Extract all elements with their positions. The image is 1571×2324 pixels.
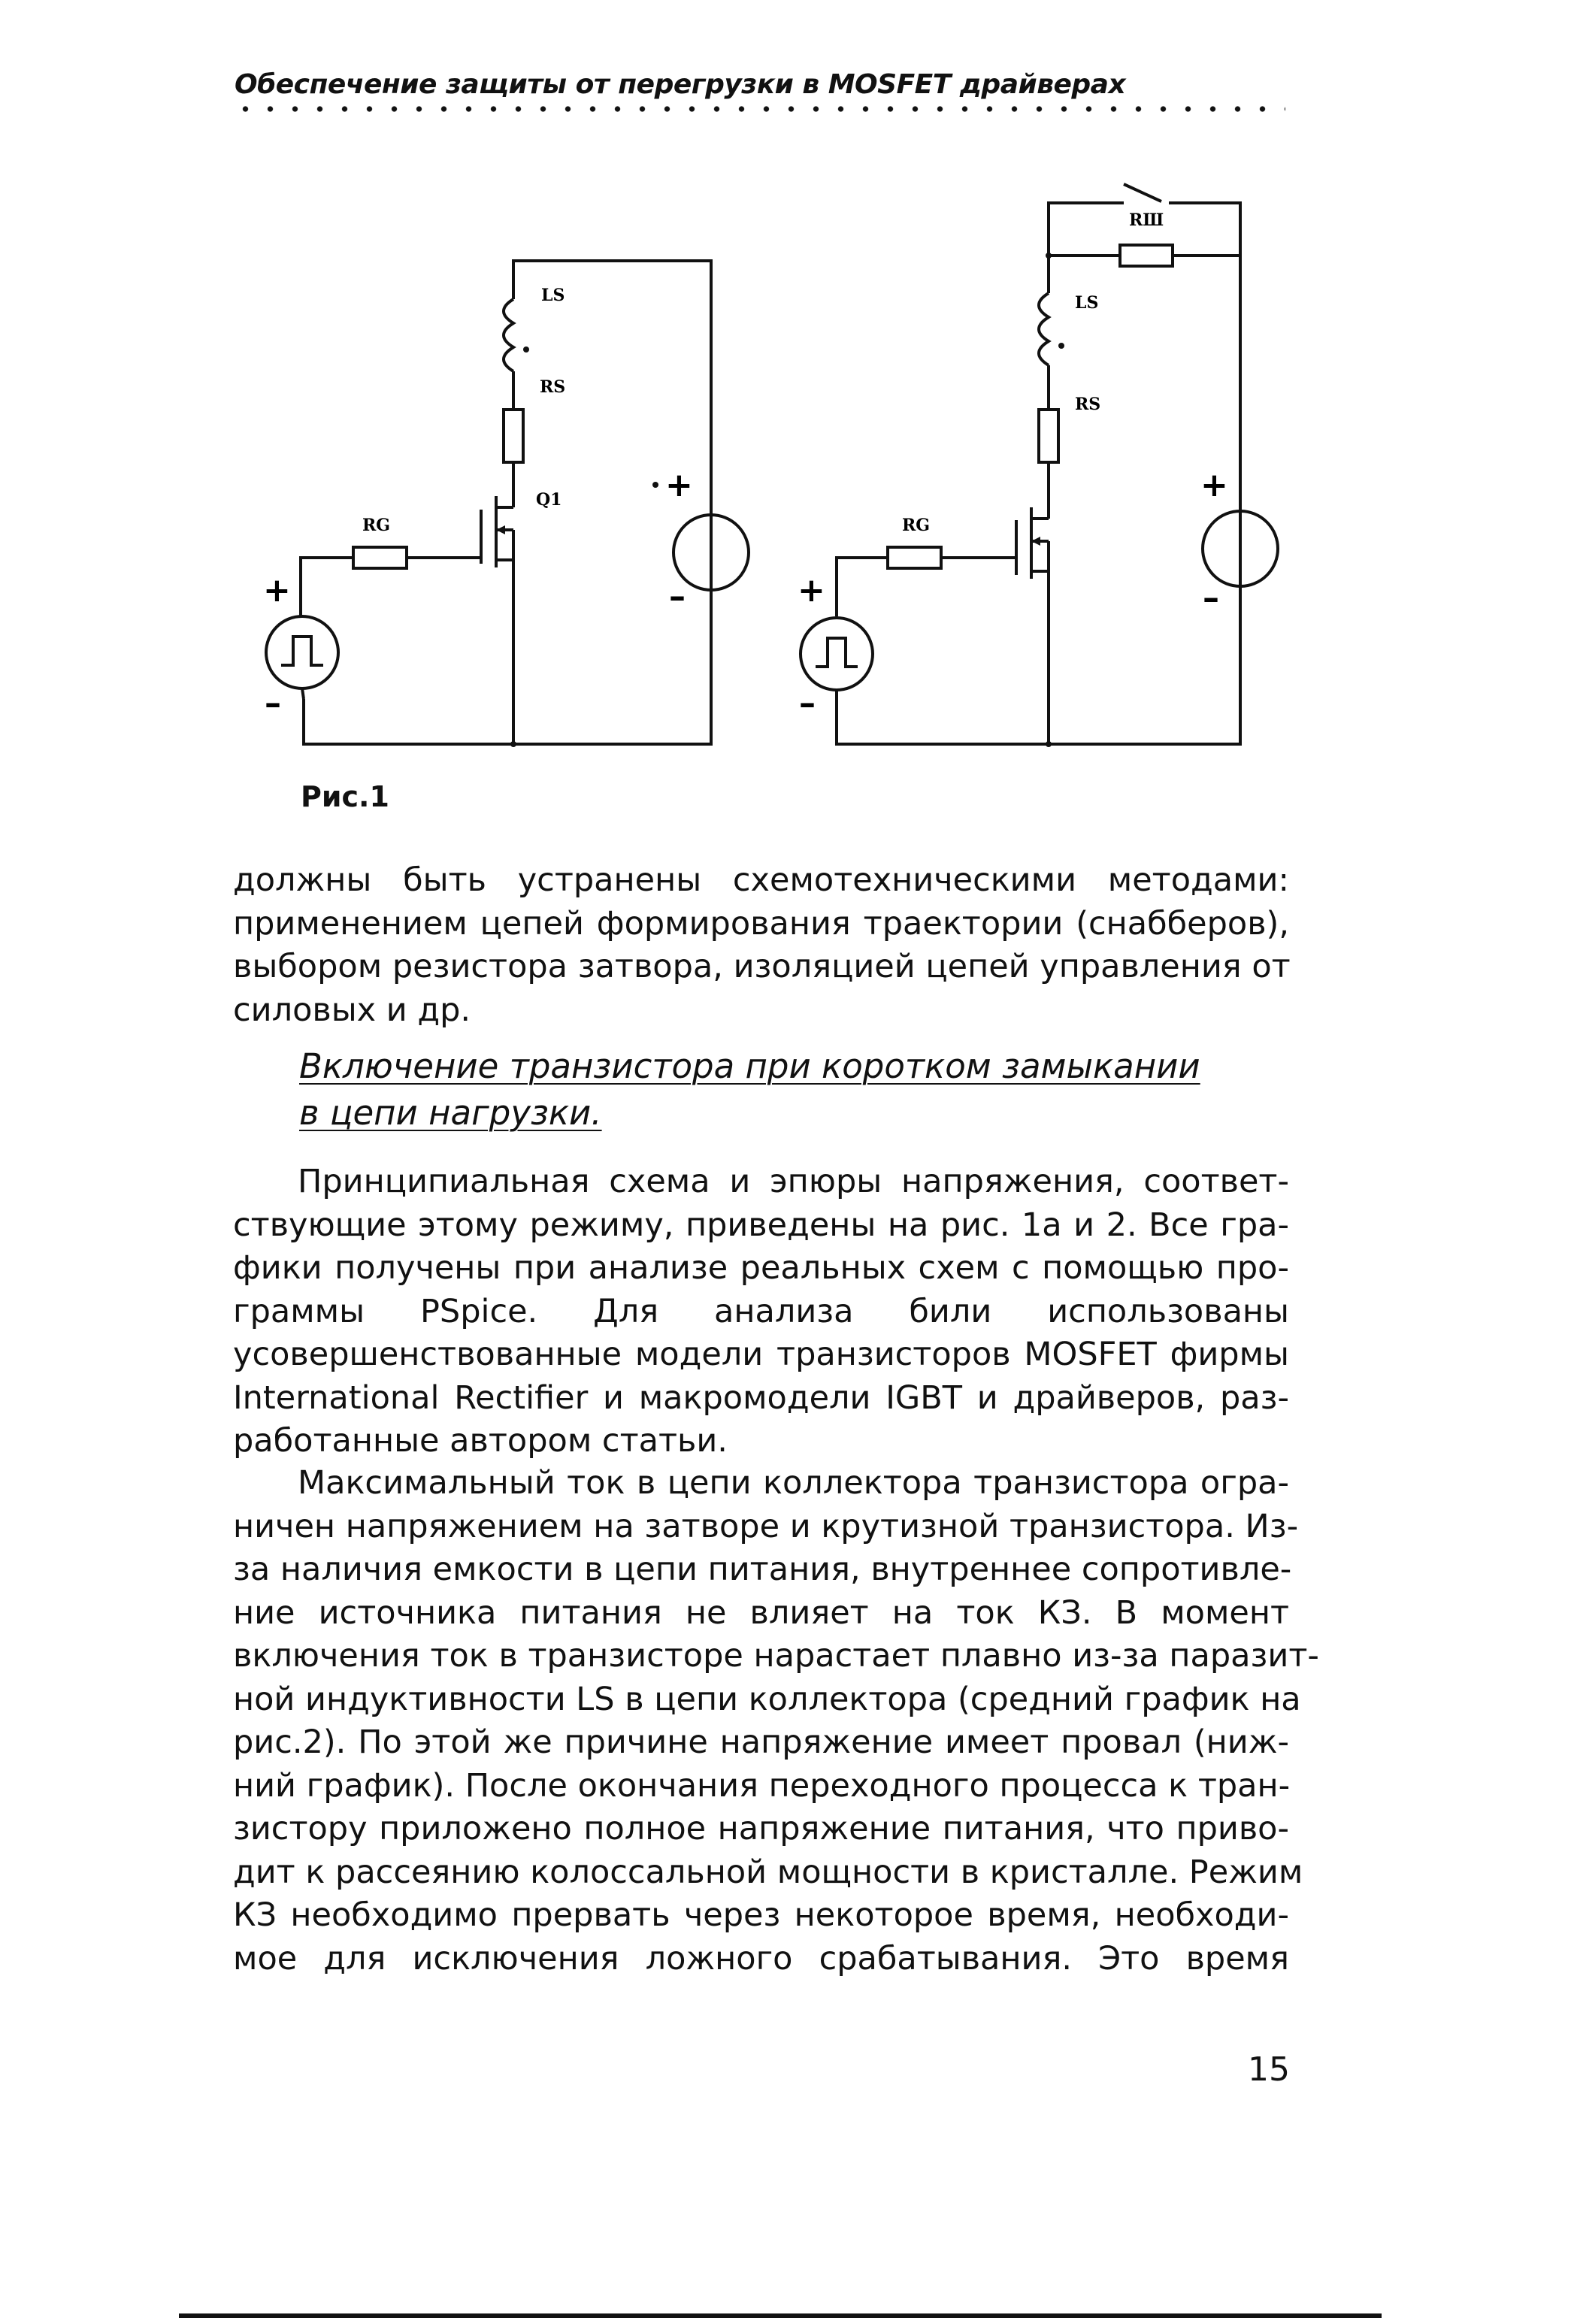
text-line: работанные автором статьи. (233, 1422, 728, 1460)
text-line: ствующие этому режиму, приведены на рис. 1а и 2. Все гра- (233, 1206, 1289, 1244)
label-q1: Q1 (536, 490, 562, 510)
plus-right-pulse: + (798, 571, 825, 610)
text-line: зистору приложено полное напряжение питания, что приво- (233, 1810, 1289, 1847)
plus-left-pulse: + (263, 571, 291, 610)
right-circuit (801, 184, 1278, 744)
label-rg-right: RG (902, 516, 931, 535)
text-line: ничен напряжением на затворе и крутизной транзистора. Из- (233, 1507, 1299, 1545)
label-rg-left: RG (362, 516, 391, 535)
text-line: включения ток в транзисторе нарастает плавно из-за паразит- (233, 1637, 1319, 1675)
text-line: Максимальный ток в цепи коллектора транзистора огра- (298, 1464, 1289, 1502)
minus-right-dc: – (1203, 579, 1219, 617)
text-line: фики получены при анализе реальных схем с помощью про- (233, 1249, 1289, 1287)
text-line: КЗ необходимо прервать через некоторое время, необходи- (233, 1896, 1289, 1934)
resistor-rg-left (353, 547, 407, 568)
text-line: должны быть устранены схемотехническими методами: (233, 861, 1289, 899)
plus-right-dc: + (1200, 466, 1228, 504)
resistor-rg-right (888, 547, 941, 568)
text-line: ний график). После окончания переходного процесса к тран- (233, 1766, 1291, 1805)
text-line: выбором резистора затвора, изоляцией цепей управления от (233, 948, 1291, 985)
resistor-rsh-right (1120, 245, 1173, 266)
pulse-source-left (266, 616, 338, 688)
bottom-rule (179, 2313, 1382, 2318)
page-number: 15 (1248, 2050, 1290, 2089)
text-line: Принципиальная схема и эпюры напряжения, соответ- (298, 1163, 1289, 1200)
figure-caption: Рис.1 (301, 780, 389, 813)
text-line: ние источника питания не влияет на ток КЗ. В момент (233, 1593, 1289, 1632)
text-line: за наличия емкости в цепи питания, внутреннее сопротивле- (233, 1551, 1292, 1588)
pulse-source-right (801, 618, 873, 690)
resistor-rs-right (1039, 410, 1058, 462)
minus-left-pulse: – (265, 684, 281, 722)
inductor-ls-left (504, 299, 513, 371)
text-line: граммы PSpice. Для анализа били использованы (233, 1292, 1289, 1330)
paragraph-1 (233, 859, 1289, 1032)
paragraph-3 (233, 1462, 1319, 1981)
minus-left-dc: – (669, 577, 686, 616)
text-line: мое для исключения ложного срабатывания. Это время (233, 1939, 1289, 1978)
text-line: дит к рассеянию колоссальной мощности в кристалле. Режим (233, 1853, 1303, 1891)
label-ls-right: LS (1075, 293, 1099, 313)
label-rs-right: RS (1075, 395, 1101, 414)
text-line: рис.2). По этой же причине напряжение имеет провал (ниж- (233, 1723, 1289, 1761)
paragraph-2 (233, 1160, 1289, 1463)
minus-right-pulse: – (799, 684, 816, 722)
circuit-figure (0, 0, 1571, 797)
text-line: усовершенствованные модели транзисторов MOSFET фирмы (233, 1336, 1289, 1373)
text-line: применением цепей формирования траектории (снабберов), (233, 904, 1289, 943)
text-line: силовых и др. (233, 991, 471, 1029)
plus-left-dc: + (665, 466, 693, 504)
label-rs-left: RS (540, 377, 566, 397)
running-header: Обеспечение защиты от перегрузки в MOSFET драйверах (235, 69, 1126, 100)
resistor-rs-left (504, 410, 523, 462)
heading-line: Включение транзистора при коротком замыкании (299, 1046, 1200, 1086)
label-rsh: RШ (1129, 210, 1164, 230)
inductor-ls-right (1039, 293, 1049, 365)
text-line: ной индуктивности LS в цепи коллектора (средний график на (233, 1680, 1301, 1718)
text-line: International Rectifier и макромодели IGBT и драйверов, раз- (233, 1378, 1289, 1417)
label-ls-left: LS (541, 286, 565, 305)
heading-line: в цепи нагрузки. (299, 1093, 602, 1133)
section-heading (299, 1043, 1200, 1136)
